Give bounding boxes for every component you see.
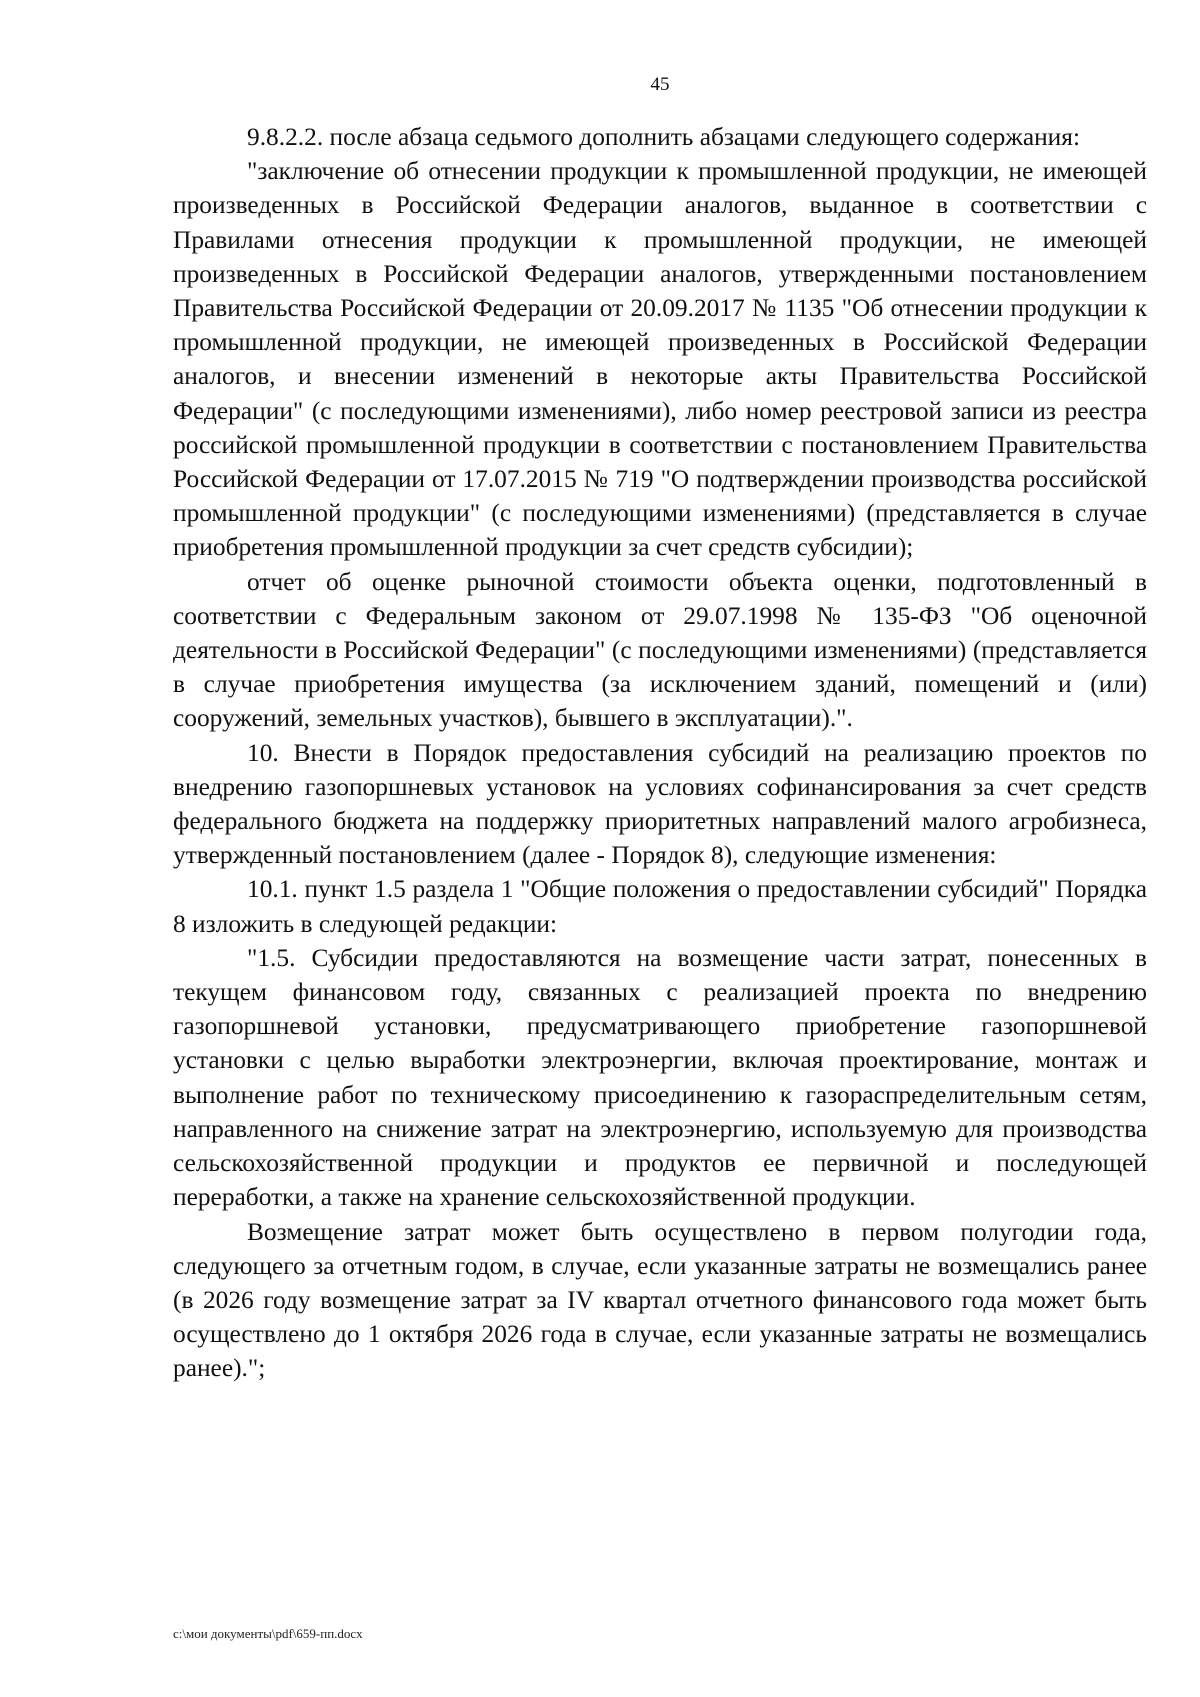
paragraph-valuation-report: отчет об оценке рыночной стоимости объекта оценки, подготовленный в соответствии с Федеральным законом от 29.07.1998 № 135-ФЗ "Об оценочной деятельности в Российской Федерации" (с последующими изменениями) (представляется в случае приобретения имущества (за исключением зданий, помещений и (или) сооружений, земельных участков), бывшего в эксплуатации).". (173, 567, 1147, 733)
paragraph-item-1-5: "1.5. Субсидии предоставляются на возмещение части затрат, понесенных в текущем финансовом году, связанных с реализацией проекта по внедрению газопоршневой установки, предусматривающего приобретение газопоршневой установки с целью выработки электроэнергии, включая проектирование, монтаж и выполнение работ по техническому присоединению к газораспределительным сетям, направленного на снижение затрат на электроэнергию, используемую для производства сельскохозяйственной продукции и продуктов ее первичной и последующей переработки, а также на хранение сельскохозяйственной продукции. (173, 943, 1147, 1212)
paragraph-9-8-2-2: 9.8.2.2. после абзаца седьмого дополнить абзацами следующего содержания: (247, 123, 1081, 151)
paragraph-reimbursement: Возмещение затрат может быть осуществлено в первом полугодии года, следующего за отчетным годом, в случае, если указанные затраты не возмещались ранее (в 2026 году возмещение затрат за IV квартал отчетного финансового года может быть осуществлено до 1 октября 2026 года в случае, если указанные затраты не возмещались ранее)."; (173, 1217, 1147, 1383)
paragraph-item-10-1: 10.1. пункт 1.5 раздела 1 "Общие положения о предоставлении субсидий" Порядка 8 изложить в следующей редакции: (173, 875, 1147, 938)
paragraph-conclusion-clause: "заключение об отнесении продукции к промышленной продукции, не имеющей произведенных в Российской Федерации аналогов, выданное в соответствии с Правилами отнесения продукции к промышленной продукции, не имеющей произведенных в Российской Федерации аналогов, утвержденными постановлением Правительства Российской Федерации от 20.09.2017 № 1135 "Об отнесении продукции к промышленной продукции, не имеющей произведенных в Российской Федерации аналогов, и внесении изменений в некоторые акты Правительства Российской Федерации" (с последующими изменениями), либо номер реестровой записи из реестра российской промышленной продукции в соответствии с постановлением Правительства Российской Федерации от 17.07.2015 № 719 "О подтверждении производства российской промышленной продукции" (с последующими изменениями) (представляется в случае приобретения промышленной продукции за счет средств субсидии); (173, 157, 1147, 562)
footer-file-path: c:\мои документы\pdf\659-пп.docx (173, 1626, 363, 1641)
document-body (173, 120, 1147, 1386)
page-number: 45 (650, 74, 670, 95)
paragraph-item-10: 10. Внести в Порядок предоставления субсидий на реализацию проектов по внедрению газопоршневых установок на условиях софинансирования за счет средств федерального бюджета на поддержку приоритетных направлений малого агробизнеса, утвержденный постановлением (далее - Порядок 8), следующие изменения: (173, 738, 1147, 870)
